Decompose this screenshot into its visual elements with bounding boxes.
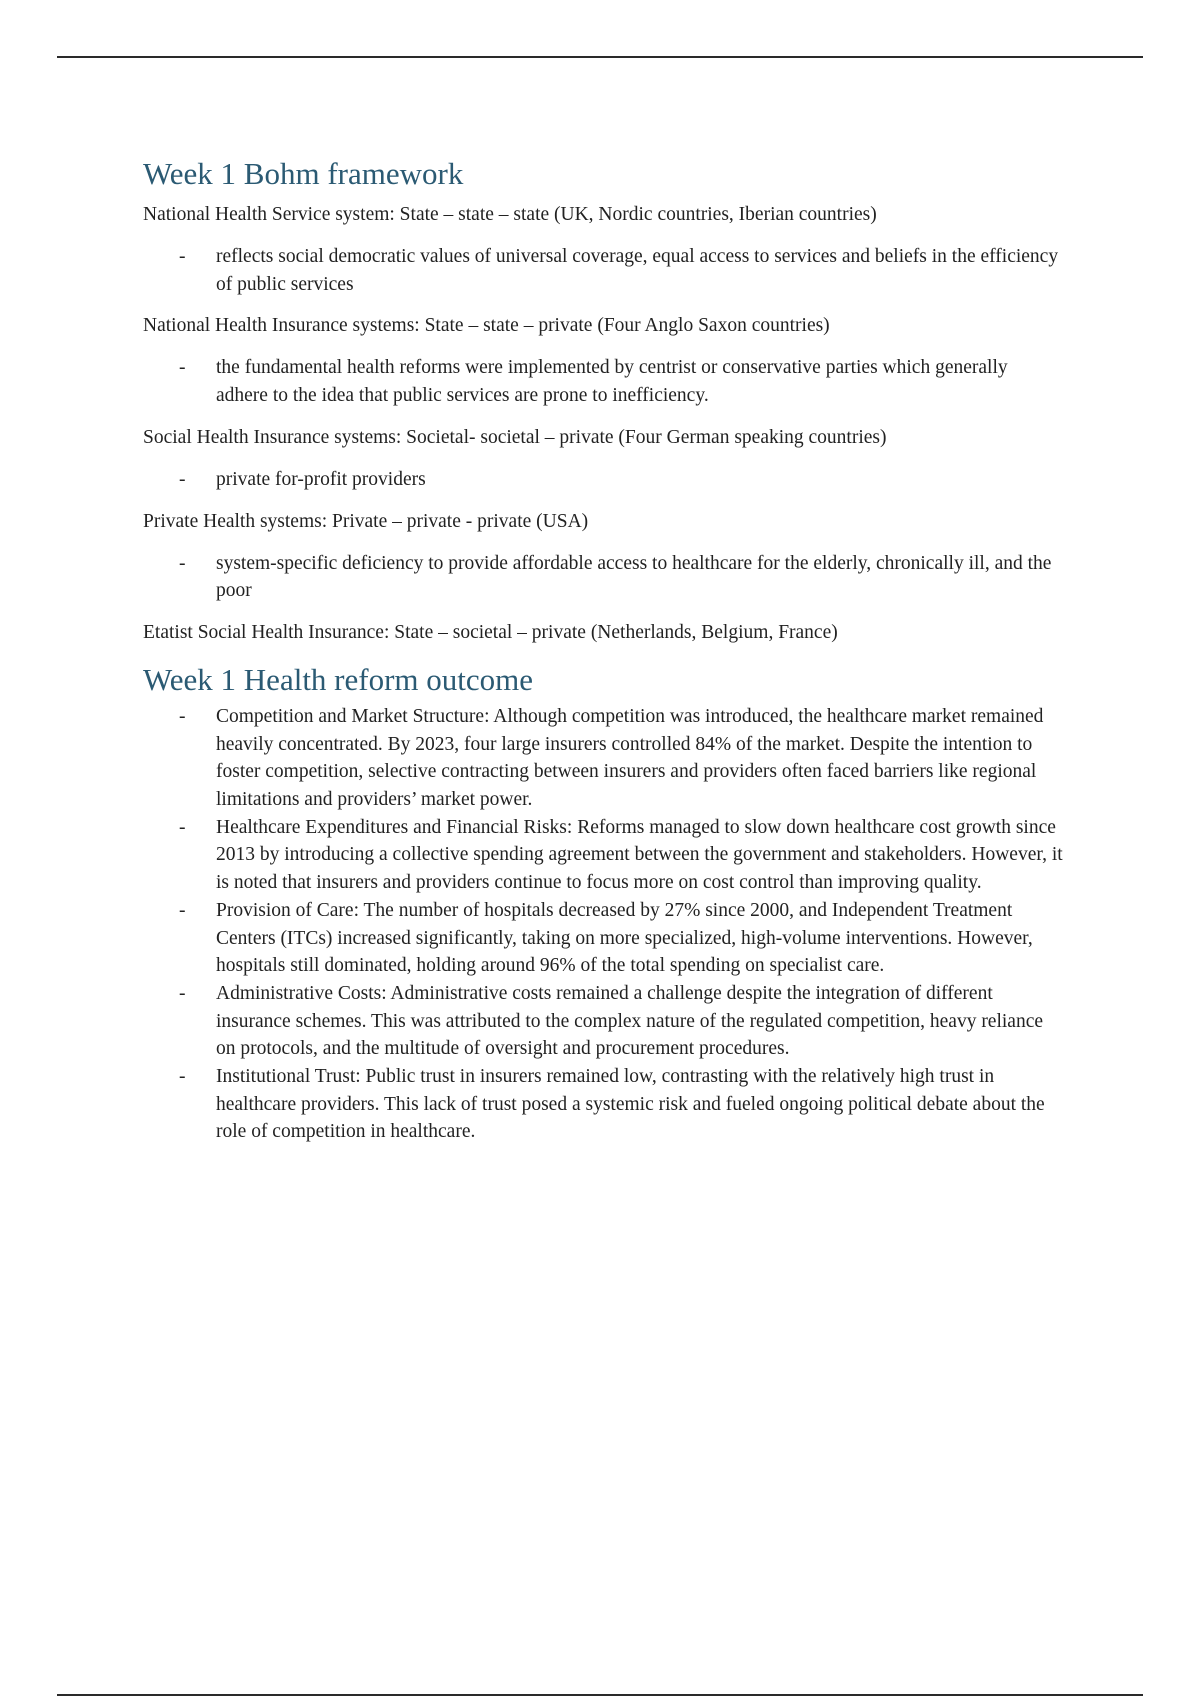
list-item: - private for-profit providers — [143, 466, 1063, 494]
list-item: - Competition and Market Structure: Although competition was introduced, the healthcare market remained heavily concentrated. By 2023, four large insurers controlled 84% of the market. Despite the intention to foster competition, selective contracting between insurers and providers often faced barriers like regional limitations and providers’ market power. — [143, 703, 1063, 814]
bullet-list-shi — [143, 466, 1063, 494]
bullet-list-nhi — [143, 354, 1063, 409]
list-item: - Administrative Costs: Administrative costs remained a challenge despite the integration of different insurance schemes. This was attributed to the complex nature of the regulated competition, heavy reliance on protocols, and the multitude of oversight and procurement procedures. — [143, 980, 1063, 1063]
bullet-dash: - — [179, 246, 186, 267]
bullet-dash: - — [179, 982, 186, 1004]
list-item: - reflects social democratic values of universal coverage, equal access to services and beliefs in the efficiency of public services — [143, 243, 1063, 298]
heading-health-reform-outcome: Week 1 Health reform outcome — [143, 661, 534, 697]
system-shi: Social Health Insurance systems: Societal- societal – private (Four German speaking countries) — [143, 426, 887, 448]
list-item: - the fundamental health reforms were implemented by centrist or conservative parties which generally adhere to the idea that public services are prone to inefficiency. — [143, 354, 1063, 409]
bullet-dash: - — [179, 705, 186, 727]
list-item: - Institutional Trust: Public trust in insurers remained low, contrasting with the relatively high trust in healthcare providers. This lack of trust posed a systemic risk and fueled ongoing political debate about the role of competition in healthcare. — [143, 1063, 1063, 1146]
system-private: Private Health systems: Private – private - private (USA) — [143, 510, 589, 532]
document-body — [143, 155, 1063, 1160]
footer-rule — [57, 1694, 1143, 1696]
bullet-dash: - — [179, 552, 186, 574]
list-item: - Healthcare Expenditures and Financial Risks: Reforms managed to slow down healthcare cost growth since 2013 by introducing a collective spending agreement between the government and stakeholders. However, it is noted that insurers and providers continue to focus more on cost control than improving quality. — [143, 814, 1063, 897]
system-etatist-shi: Etatist Social Health Insurance: State – societal – private (Netherlands, Belgium, France) — [143, 621, 838, 643]
bullet-list-outcomes — [143, 703, 1063, 1146]
bullet-dash: - — [179, 468, 186, 490]
heading-bohm-framework: Week 1 Bohm framework — [143, 156, 464, 191]
bullet-dash: - — [179, 1066, 186, 1088]
system-nhi: National Health Insurance systems: State – state – private (Four Anglo Saxon countries) — [143, 315, 830, 337]
system-nhs: National Health Service system: State – state – state (UK, Nordic countries, Iberian countries) — [143, 204, 877, 225]
bullet-list-private — [143, 550, 1063, 605]
header-rule — [57, 56, 1143, 58]
bullet-dash: - — [179, 816, 186, 838]
bullet-dash: - — [179, 357, 186, 379]
list-item: - system-specific deficiency to provide affordable access to healthcare for the elderly, chronically ill, and the poor — [143, 550, 1063, 605]
list-item: - Provision of Care: The number of hospitals decreased by 27% since 2000, and Independent Treatment Centers (ITCs) increased significantly, taking on more specialized, high-volume interventions. However, hospitals still dominated, holding around 96% of the total spending on specialist care. — [143, 897, 1063, 980]
bullet-list-nhs — [143, 243, 1063, 298]
bullet-dash: - — [179, 899, 186, 921]
